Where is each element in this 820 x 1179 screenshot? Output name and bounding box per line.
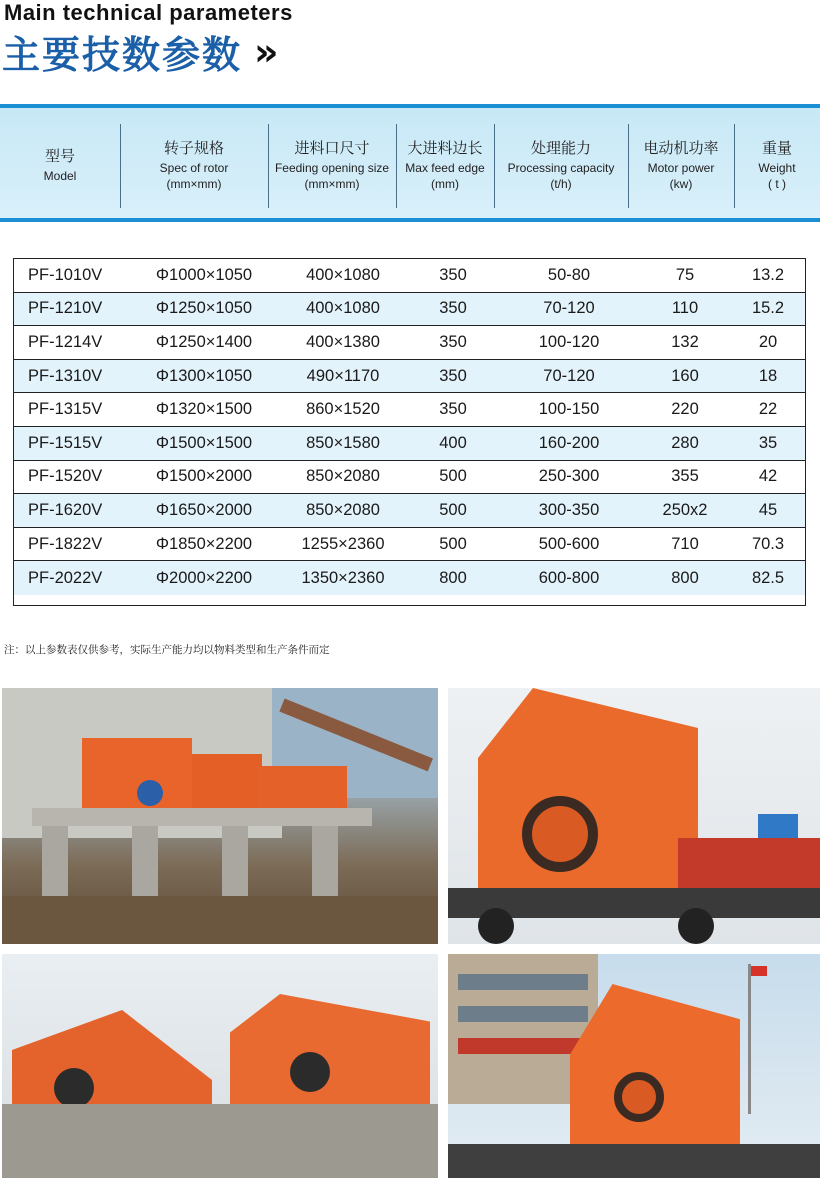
parameters-table xyxy=(13,258,806,606)
table-row: PF-1010V Φ1000×1050 400×1080 350 50-80 75 13.2 xyxy=(14,259,805,293)
header-motor: 电动机功率 Motor power (kw) xyxy=(628,118,734,214)
table-row: PF-1520V Φ1500×2000 850×2080 500 250-300 355 42 xyxy=(14,461,805,495)
photo-two-crushers xyxy=(2,954,438,1178)
table-row: PF-1620V Φ1650×2000 850×2080 500 300-350 250x2 45 xyxy=(14,494,805,528)
header-capacity: 处理能力 Processing capacity (t/h) xyxy=(494,118,628,214)
table-row: PF-1210V Φ1250×1050 400×1080 350 70-120 110 15.2 xyxy=(14,293,805,327)
table-row: PF-1822V Φ1850×2200 1255×2360 500 500-600 710 70.3 xyxy=(14,528,805,562)
table-row: PF-1515V Φ1500×1500 850×1580 400 160-200 280 35 xyxy=(14,427,805,461)
photo-crusher-by-building xyxy=(448,954,820,1178)
header-model: 型号 Model xyxy=(43,147,77,183)
title-chinese: 主要技数参数 xyxy=(2,33,243,77)
header-feed-edge: 大进料边长 Max feed edge (mm) xyxy=(396,118,494,214)
footnote: 注：以上参数表仅供参考，实际生产能力均以物料类型和生产条件而定 xyxy=(4,644,330,656)
double-chevron-icon: » xyxy=(254,29,271,74)
title-english: Main technical parameters xyxy=(4,0,293,25)
header-rotor: 转子规格 Spec of rotor (mm×mm) xyxy=(120,118,268,214)
table-row: PF-1214V Φ1250×1400 400×1380 350 100-120 132 20 xyxy=(14,326,805,360)
table-header-band xyxy=(0,104,820,222)
header-weight: 重量 Weight ( t ) xyxy=(734,118,820,214)
title-zh-row xyxy=(2,24,271,79)
photo-crusher-plant xyxy=(2,688,438,944)
table-row: PF-2022V Φ2000×2200 1350×2360 800 600-800 800 82.5 xyxy=(14,561,805,595)
table-row: PF-1310V Φ1300×1050 490×1170 350 70-120 160 18 xyxy=(14,360,805,394)
table-row: PF-1315V Φ1320×1500 860×1520 350 100-150 220 22 xyxy=(14,393,805,427)
photo-crusher-on-truck xyxy=(448,688,820,944)
header-feeding: 进料口尺寸 Feeding opening size (mm×mm) xyxy=(268,118,396,214)
table-header xyxy=(0,118,820,214)
